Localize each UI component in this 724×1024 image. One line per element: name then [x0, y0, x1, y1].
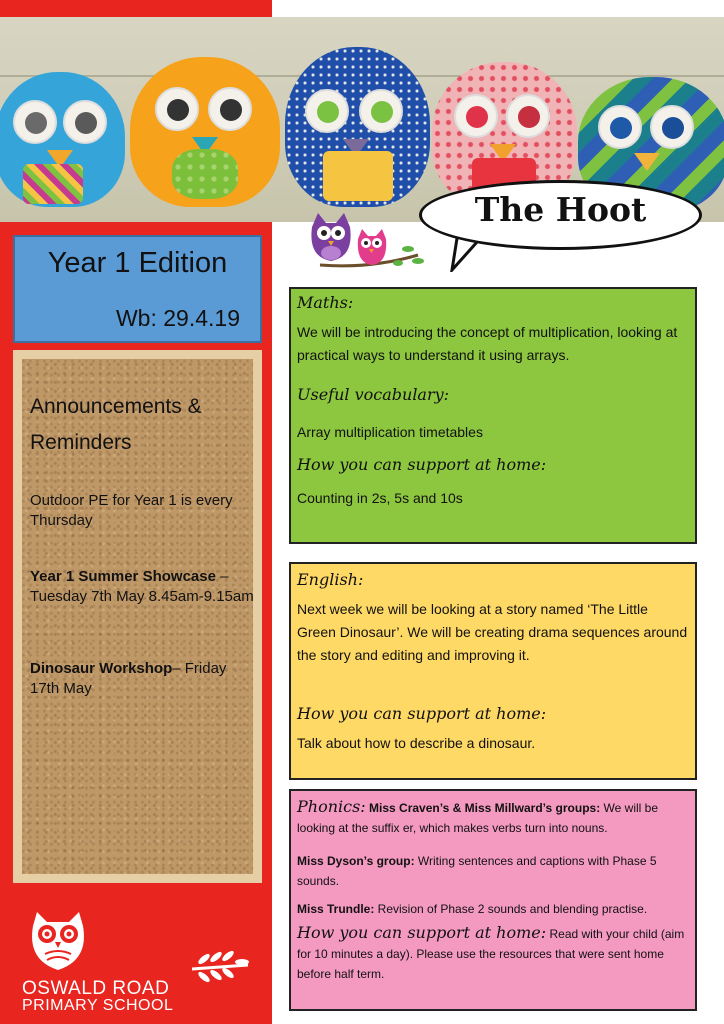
owls-on-branch-icon: [300, 205, 430, 285]
fabric-owl-orange: [130, 57, 280, 207]
english-panel: [289, 562, 697, 780]
phonics-support: [297, 923, 689, 984]
phonics-group2-text: Writing sentences and captions with Phase 5 sounds.: [297, 854, 657, 888]
newsletter-title: The Hoot: [474, 190, 647, 229]
announcement-showcase-date: – Tuesday 7th May 8.45am-9.15am: [30, 568, 254, 605]
phonics-group3-text: Revision of Phase 2 sounds and blending practise.: [374, 902, 648, 916]
english-text: Next week we will be looking at a story named ‘The Little Green Dinosaur’. We will be creating drama sequences around the story and editing and improving it.: [297, 601, 688, 663]
phonics-group1-text: We will be looking at the suffix er, which makes verbs turn into nouns.: [297, 801, 658, 835]
maths-support: Counting in 2s, 5s and 10s: [297, 490, 463, 506]
announcement-pe: Outdoor PE for Year 1 is every Thursday: [30, 492, 233, 529]
announcement-workshop-title: Dinosaur Workshop: [30, 660, 173, 677]
leaf-sprig-icon: [190, 947, 250, 987]
announcement-workshop: [30, 659, 255, 699]
maths-vocab: Array multiplication timetables: [297, 424, 483, 440]
phonics-group2: [297, 851, 689, 891]
maths-heading: Maths:: [297, 293, 354, 312]
maths-support-heading: How you can support at home:: [297, 455, 547, 474]
announcements-corkboard: [13, 350, 262, 883]
announcement-showcase: [30, 567, 255, 607]
maths-vocab-heading: Useful vocabulary:: [297, 385, 450, 404]
announcement-workshop-date: – Friday 17th May: [30, 660, 227, 697]
fabric-owl-blue: [0, 72, 125, 207]
phonics-support-text: Read with your child (aim for 10 minutes a day). Please use the resources that were sent home before half term.: [297, 927, 685, 981]
fabric-owl-navy: [285, 47, 430, 207]
week-beginning-date: Wb: 29.4.19: [115, 305, 240, 331]
maths-text: We will be introducing the concept of multiplication, looking at practical ways to understand it using arrays.: [297, 324, 678, 363]
edition-box: [13, 235, 262, 343]
school-owl-logo: [25, 908, 91, 974]
phonics-panel: [289, 789, 697, 1011]
english-support: Talk about how to describe a dinosaur.: [297, 735, 536, 751]
phonics-heading: Phonics:: [297, 797, 366, 816]
english-support-heading: How you can support at home:: [297, 704, 547, 723]
phonics-group1: [297, 797, 689, 838]
phonics-group3: [297, 899, 689, 919]
school-name-line1: OSWALD ROAD: [22, 978, 170, 999]
phonics-group3-label: Miss Trundle:: [297, 902, 375, 916]
maths-panel: [289, 287, 697, 544]
phonics-support-heading: How you can support at home:: [297, 923, 547, 942]
english-heading: English:: [297, 570, 364, 589]
announcements-heading: Announcements & Reminders: [30, 395, 202, 454]
edition-heading: Year 1 Edition: [47, 247, 228, 279]
school-name-line2: PRIMARY SCHOOL: [22, 997, 174, 1014]
announcement-showcase-title: Year 1 Summer Showcase: [30, 568, 216, 585]
phonics-group2-label: Miss Dyson’s group:: [297, 854, 415, 868]
phonics-group1-label: Miss Craven’s & Miss Millward’s groups:: [369, 801, 601, 815]
